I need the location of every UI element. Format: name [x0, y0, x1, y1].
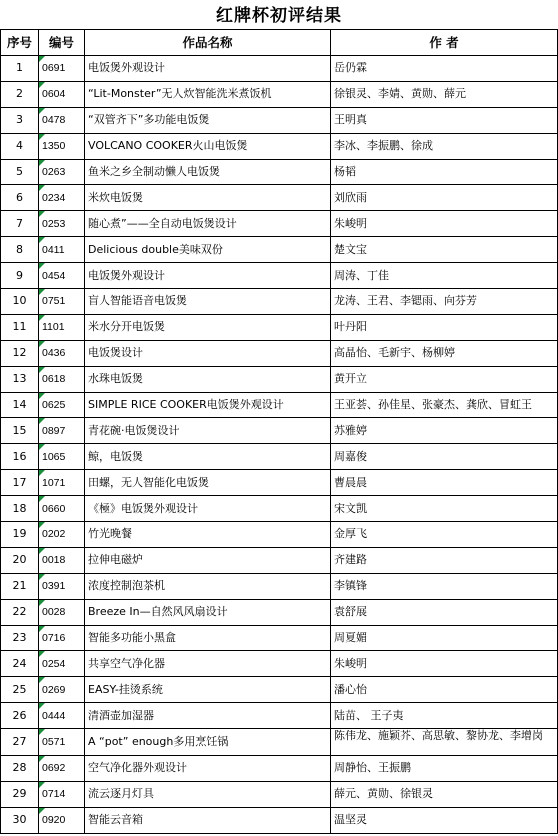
row-code [39, 781, 85, 807]
row-code-text: 0618 [42, 373, 66, 386]
row-author: 周嘉俊 [331, 444, 558, 470]
row-author: 袁舒展 [331, 599, 558, 625]
row-code-text: 0254 [42, 657, 66, 670]
table-row [1, 547, 558, 573]
table-row [1, 159, 558, 185]
row-code [39, 729, 85, 756]
row-index: 30 [1, 807, 39, 833]
row-code [39, 366, 85, 392]
table-row [1, 703, 558, 729]
row-work: 米水分开电饭煲 [85, 314, 331, 340]
row-work: SIMPLE RICE COOKER电饭煲外观设计 [85, 392, 331, 418]
table-row [1, 522, 558, 548]
row-index: 29 [1, 781, 39, 807]
table-row [1, 211, 558, 237]
table-row [1, 496, 558, 522]
row-author: 王明真 [331, 107, 558, 133]
table-row [1, 651, 558, 677]
row-code [39, 703, 85, 729]
row-code [39, 756, 85, 782]
row-index: 6 [1, 185, 39, 211]
row-index: 27 [1, 729, 39, 756]
row-code [39, 573, 85, 599]
row-code-text: 1065 [42, 450, 66, 463]
table-row [1, 470, 558, 496]
table-row [1, 807, 558, 833]
row-code [39, 237, 85, 263]
comment-flag-icon [39, 808, 45, 814]
row-work: Delicious double美味双份 [85, 237, 331, 263]
comment-flag-icon [39, 444, 45, 450]
header-author: 作 者 [331, 30, 558, 56]
row-code [39, 56, 85, 82]
row-code-text: 0018 [42, 554, 66, 567]
row-author: 潘心怡 [331, 677, 558, 703]
comment-flag-icon [39, 548, 45, 554]
results-table [0, 29, 558, 834]
table-row [1, 56, 558, 82]
row-author: 徐银灵、李婧、黄勋、薛元 [331, 81, 558, 107]
comment-flag-icon [39, 756, 45, 762]
row-work: “双管齐下”多功能电饭煲 [85, 107, 331, 133]
table-row [1, 418, 558, 444]
comment-flag-icon [39, 82, 45, 88]
row-author: 王亚荟、孙佳星、张豪杰、龚欣、冒虹王 [331, 392, 558, 418]
row-author: 李冰、李振鹏、徐成 [331, 133, 558, 159]
row-index: 19 [1, 522, 39, 548]
row-work: 随心煮”——全自动电饭煲设计 [85, 211, 331, 237]
row-author: 李镇锋 [331, 573, 558, 599]
row-author: 刘欣雨 [331, 185, 558, 211]
row-index: 15 [1, 418, 39, 444]
row-code-text: 0202 [42, 528, 66, 541]
row-work: 电饭煲外观设计 [85, 56, 331, 82]
row-index: 28 [1, 756, 39, 782]
row-code-text: 0028 [42, 606, 66, 619]
row-code [39, 185, 85, 211]
comment-flag-icon [39, 211, 45, 217]
row-code-text: 0444 [42, 709, 66, 722]
row-code [39, 159, 85, 185]
comment-flag-icon [39, 393, 45, 399]
table-row [1, 756, 558, 782]
row-work: 竹光晚餐 [85, 522, 331, 548]
row-code-text: 0269 [42, 683, 66, 696]
row-code [39, 522, 85, 548]
row-code-text: 0920 [42, 814, 66, 827]
row-author: 周静怡、王振鹏 [331, 756, 558, 782]
row-code [39, 496, 85, 522]
comment-flag-icon [39, 703, 45, 709]
header-index: 序号 [1, 30, 39, 56]
row-code-text: 0411 [42, 243, 65, 256]
row-author: 陈伟龙、施颖芥、高思敏、黎协龙、李增岗 [331, 729, 558, 756]
row-index: 7 [1, 211, 39, 237]
row-author: 叶丹阳 [331, 314, 558, 340]
row-author: 苏雅婷 [331, 418, 558, 444]
row-author: 楚文宝 [331, 237, 558, 263]
comment-flag-icon [39, 237, 45, 243]
comment-flag-icon [39, 134, 45, 140]
table-row [1, 289, 558, 315]
row-work: 电饭煲设计 [85, 340, 331, 366]
row-code-text: 0253 [42, 217, 66, 230]
row-code-text: 1101 [42, 321, 65, 334]
row-index: 9 [1, 263, 39, 289]
row-work: 水珠电饭煲 [85, 366, 331, 392]
row-index: 23 [1, 625, 39, 651]
comment-flag-icon [39, 367, 45, 373]
comment-flag-icon [39, 782, 45, 788]
row-author: 朱峻明 [331, 651, 558, 677]
table-row [1, 185, 558, 211]
table-row [1, 366, 558, 392]
row-work: 鲸，电饭煲 [85, 444, 331, 470]
row-index: 20 [1, 547, 39, 573]
row-work: Breeze In—自然风风扇设计 [85, 599, 331, 625]
row-code [39, 599, 85, 625]
table-row [1, 625, 558, 651]
row-code-text: 1071 [42, 476, 66, 489]
row-work: “Lit-Monster”无人炊智能洗米煮饭机 [85, 81, 331, 107]
row-author: 宋文凯 [331, 496, 558, 522]
comment-flag-icon [39, 108, 45, 114]
row-index: 18 [1, 496, 39, 522]
row-work: 鱼米之乡全制动懒人电饭煲 [85, 159, 331, 185]
table-row [1, 237, 558, 263]
row-work: 盲人智能语音电饭煲 [85, 289, 331, 315]
row-work: 米炊电饭煲 [85, 185, 331, 211]
row-work: 智能多功能小黑盒 [85, 625, 331, 651]
row-code-text: 0897 [42, 424, 66, 437]
row-author: 曹晨晨 [331, 470, 558, 496]
page-title: 红牌杯初评结果 [216, 6, 342, 26]
comment-flag-icon [39, 341, 45, 347]
row-index: 25 [1, 677, 39, 703]
row-code [39, 651, 85, 677]
row-code-text: 0263 [42, 166, 66, 178]
row-author: 朱峻明 [331, 211, 558, 237]
row-work: VOLCANO COOKER火山电饭煲 [85, 133, 331, 159]
row-index: 16 [1, 444, 39, 470]
table-row [1, 340, 558, 366]
comment-flag-icon [39, 677, 45, 683]
row-index: 11 [1, 314, 39, 340]
row-index: 12 [1, 340, 39, 366]
row-index: 10 [1, 289, 39, 315]
row-work: 空气净化器外观设计 [85, 756, 331, 782]
comment-flag-icon [39, 626, 45, 632]
header-work: 作品名称 [85, 30, 331, 56]
row-code-text: 0436 [42, 347, 66, 360]
row-author: 黄开立 [331, 366, 558, 392]
comment-flag-icon [39, 418, 45, 424]
row-work: 田螺，无人智能化电饭煲 [85, 470, 331, 496]
row-author: 周涛、丁佳 [331, 263, 558, 289]
table-row [1, 599, 558, 625]
table-row [1, 729, 558, 756]
row-index: 17 [1, 470, 39, 496]
row-work: A “pot” enough多用烹饪锅 [85, 729, 331, 756]
table-header-row [1, 30, 558, 56]
row-author: 薛元、黄勋、徐银灵 [331, 781, 558, 807]
row-author: 温坚灵 [331, 807, 558, 833]
row-code-text: 0604 [42, 88, 66, 101]
table-row [1, 314, 558, 340]
row-index: 14 [1, 392, 39, 418]
row-work: 共享空气净化器 [85, 651, 331, 677]
comment-flag-icon [39, 289, 45, 295]
comment-flag-icon [39, 56, 45, 62]
comment-flag-icon [39, 470, 45, 476]
header-code: 编号 [39, 30, 85, 56]
comment-flag-icon [39, 522, 45, 528]
comment-flag-icon [39, 600, 45, 606]
row-index: 3 [1, 107, 39, 133]
row-author: 陆苗、 王子夷 [331, 703, 558, 729]
row-work: 拉伸电磁炉 [85, 547, 331, 573]
table-row [1, 107, 558, 133]
row-author: 齐建路 [331, 547, 558, 573]
row-index: 4 [1, 133, 39, 159]
row-code [39, 340, 85, 366]
row-work: EASY-挂烫系统 [85, 677, 331, 703]
row-code [39, 470, 85, 496]
row-code-text: 0714 [42, 788, 66, 801]
row-index: 22 [1, 599, 39, 625]
row-code [39, 289, 85, 315]
row-code-text: 0751 [42, 295, 66, 308]
comment-flag-icon [39, 496, 45, 502]
table-row [1, 263, 558, 289]
row-work: 浓度控制泡茶机 [85, 573, 331, 599]
table-row [1, 81, 558, 107]
row-author: 杨韬 [331, 159, 558, 185]
row-index: 13 [1, 366, 39, 392]
row-code-text: 0454 [42, 269, 66, 282]
row-work: 流云逐月灯具 [85, 781, 331, 807]
comment-flag-icon [39, 160, 45, 166]
table-body [1, 56, 558, 834]
row-code [39, 547, 85, 573]
table-row [1, 781, 558, 807]
row-author: 周夏媚 [331, 625, 558, 651]
row-code-text: 0660 [42, 502, 66, 515]
row-work: 智能云音箱 [85, 807, 331, 833]
row-author: 金厚飞 [331, 522, 558, 548]
row-work: 青花碗·电饭煲设计 [85, 418, 331, 444]
row-work: 电饭煲外观设计 [85, 263, 331, 289]
row-index: 2 [1, 81, 39, 107]
row-index: 21 [1, 573, 39, 599]
table-row [1, 444, 558, 470]
row-code [39, 314, 85, 340]
row-code [39, 263, 85, 289]
row-code [39, 81, 85, 107]
row-code-text: 0571 [42, 736, 66, 749]
row-code [39, 677, 85, 703]
row-author: 高晶怡、毛新宇、杨柳婷 [331, 340, 558, 366]
row-code-text: 0478 [42, 114, 66, 127]
comment-flag-icon [39, 185, 45, 191]
row-work: 清酒壶加湿器 [85, 703, 331, 729]
row-code [39, 807, 85, 833]
row-work: 《極》电饭煲外观设计 [85, 496, 331, 522]
row-index: 5 [1, 159, 39, 185]
row-index: 24 [1, 651, 39, 677]
row-code-text: 0716 [42, 632, 66, 645]
comment-flag-icon [39, 729, 45, 735]
row-author: 岳仍霖 [331, 56, 558, 82]
row-index: 26 [1, 703, 39, 729]
table-row [1, 392, 558, 418]
row-code [39, 392, 85, 418]
row-code-text: 0625 [42, 399, 66, 412]
row-author: 龙涛、王君、李锶雨、向芬芳 [331, 289, 558, 315]
row-code [39, 133, 85, 159]
row-code-text: 0391 [42, 580, 66, 593]
row-code [39, 444, 85, 470]
comment-flag-icon [39, 315, 45, 321]
table-row [1, 677, 558, 703]
row-code-text: 0692 [42, 762, 66, 775]
comment-flag-icon [39, 574, 45, 580]
row-code-text: 0234 [42, 191, 66, 204]
row-code-text: 0691 [42, 62, 66, 75]
row-index: 1 [1, 56, 39, 82]
table-row [1, 573, 558, 599]
row-code [39, 625, 85, 651]
row-index: 8 [1, 237, 39, 263]
row-code [39, 418, 85, 444]
row-code [39, 211, 85, 237]
table-row [1, 133, 558, 159]
row-code [39, 107, 85, 133]
comment-flag-icon [39, 263, 45, 269]
comment-flag-icon [39, 651, 45, 657]
row-code-text: 1350 [42, 140, 66, 153]
